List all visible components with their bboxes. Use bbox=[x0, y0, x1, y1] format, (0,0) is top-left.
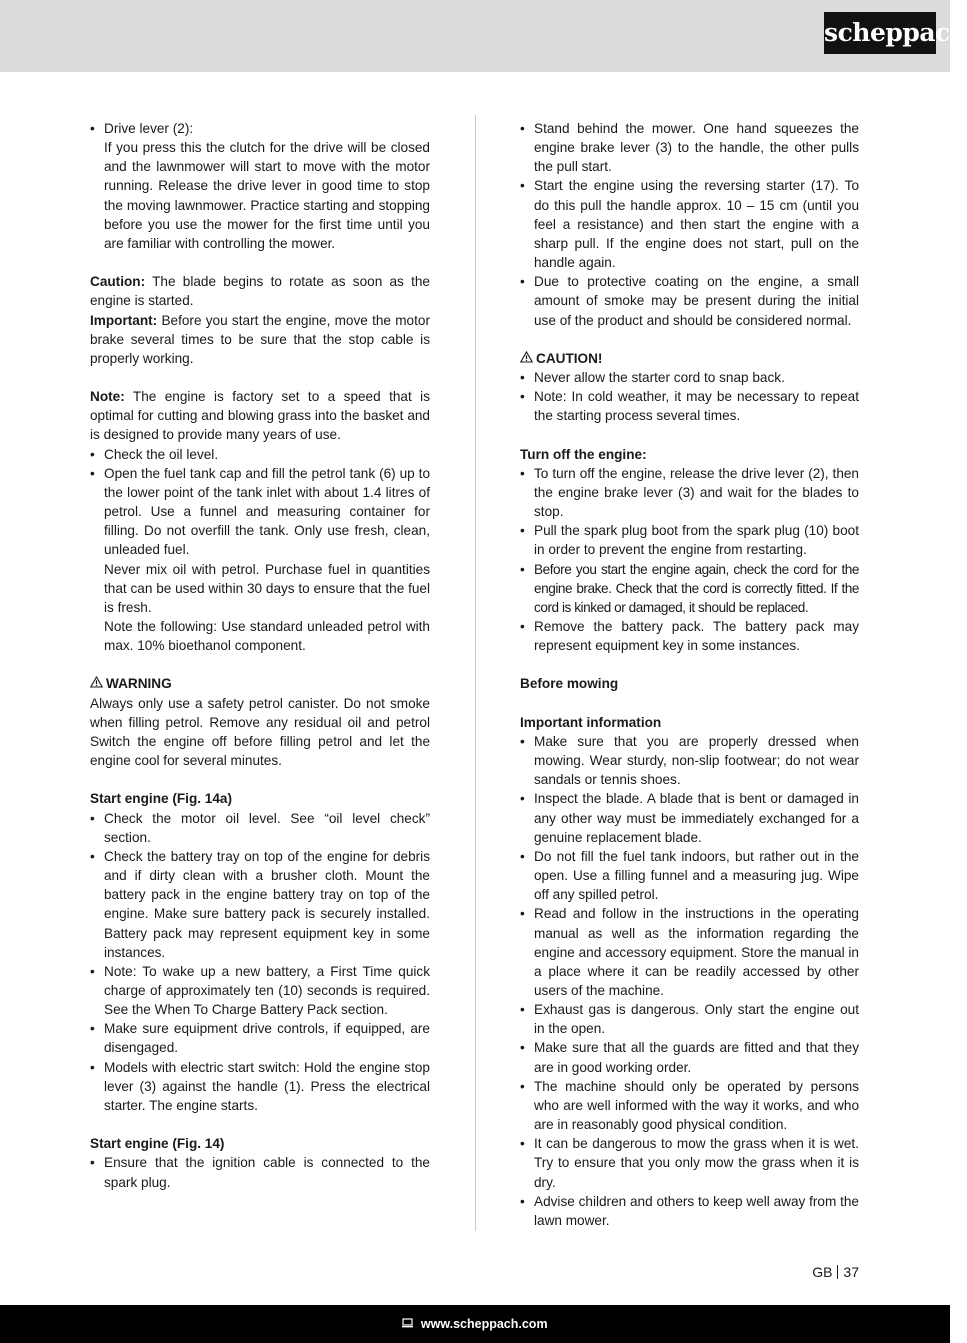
never-mix-text: Never mix oil with petrol. Purchase fuel in quantities that can be used within 30 days to ensure that the fuel is fresh. bbox=[104, 561, 430, 615]
start-engine-14a-heading: Start engine (Fig. 14a) bbox=[90, 791, 233, 807]
list-item: • Exhaust gas is dangerous. Only start the engine out in the open. bbox=[520, 1000, 859, 1038]
list-item: • Due to protective coating on the engine, a small amount of smoke may be present during the initial use of the product and should be considered normal. bbox=[520, 272, 859, 329]
warning-title: WARNING bbox=[106, 676, 172, 692]
list-item: • Start the engine using the reversing starter (17). To do this pull the handle approx. 10 – 15 cm (until you feel a resistance) and then start the engine with a sharp pull. If the engine does not start, pull on the handle again. bbox=[520, 176, 859, 272]
note-label: Note: bbox=[90, 389, 125, 405]
left-column bbox=[90, 119, 430, 1192]
list-item: • Pull the spark plug boot from the spark plug (10) boot in order to prevent the engine from restarting. bbox=[520, 521, 859, 559]
warning-text: Always only use a safety petrol canister. Do not smoke when filling petrol. Remove any residual oil and petrol Switch the engine off before filling petrol and let the engine cool for several minutes. bbox=[90, 695, 430, 769]
drive-lever-title: • Drive lever (2): bbox=[104, 121, 194, 136]
start-engine-14-heading: Start engine (Fig. 14) bbox=[90, 1136, 225, 1152]
note-following-text: Note the following: Use standard unleaded petrol with max. 10% bioethanol component. bbox=[104, 619, 430, 654]
column-divider bbox=[475, 115, 476, 1231]
caution-label: Caution: bbox=[90, 274, 146, 290]
list-item: • Stand behind the mower. One hand squeezes the engine brake lever (3) to the handle, the other pulls the pull start. bbox=[520, 119, 859, 176]
list-item: • To turn off the engine, release the drive lever (2), then the engine brake lever (3) and wait for the blades to stop. bbox=[520, 464, 859, 521]
list-item: • Ensure that the ignition cable is connected to the spark plug. bbox=[90, 1153, 430, 1191]
page-number bbox=[812, 1264, 859, 1280]
list-item: • Do not fill the fuel tank indoors, but rather out in the open. Use a filling funnel and a measuring jug. Wipe off any spilled petrol. bbox=[520, 847, 859, 904]
list-item: • Advise children and others to keep well away from the lawn mower. bbox=[520, 1192, 859, 1230]
note-paragraph bbox=[90, 387, 430, 444]
monitor-icon bbox=[402, 1317, 416, 1331]
page-header bbox=[0, 0, 967, 72]
warning-triangle-icon bbox=[90, 674, 103, 693]
scheppach-logo: scheppach bbox=[824, 12, 936, 54]
list-item: • Remove the battery pack. The battery pack may represent equipment key in some instances. bbox=[520, 617, 859, 655]
list-item: • Make sure that you are properly dressed when mowing. Wear sturdy, non-slip footwear; do not wear sandals or tennis shoes. bbox=[520, 732, 859, 789]
list-item: • Make sure equipment drive controls, if equipped, are disengaged. bbox=[90, 1019, 430, 1057]
right-column bbox=[520, 119, 859, 1230]
page-number-value: 37 bbox=[843, 1264, 859, 1280]
list-item: • Note: In cold weather, it may be necessary to repeat the starting process several times. bbox=[520, 387, 859, 425]
warning-heading bbox=[90, 674, 430, 693]
page-footer bbox=[0, 1305, 950, 1343]
list-item: • Check the oil level. bbox=[90, 445, 430, 464]
list-item: • The machine should only be operated by persons who are well informed with the way it works, and who are in reasonably good physical condition. bbox=[520, 1077, 859, 1134]
caution-heading bbox=[520, 349, 859, 368]
caution-text: The blade begins to rotate as soon as the engine is started. bbox=[90, 274, 430, 309]
list-item: • Read and follow in the instructions in the operating manual as well as the information regarding the engine and accessory equipment. Store the manual in a place where it can be readily accessed by other users of the machine. bbox=[520, 904, 859, 1000]
caution-title: CAUTION! bbox=[536, 350, 603, 366]
caution-paragraph bbox=[90, 272, 430, 310]
important-label: Important: bbox=[90, 312, 158, 328]
list-item: • Never allow the starter cord to snap back. bbox=[520, 368, 859, 387]
website-link[interactable]: www.scheppach.com bbox=[420, 1317, 548, 1331]
drive-lever-item bbox=[90, 119, 430, 253]
list-item: • Note: To wake up a new battery, a First Time quick charge of approximately ten (10) seconds is required. See the When To Charge Battery Pack section. bbox=[90, 962, 430, 1019]
important-text: Before you start the engine, move the motor brake several times to be sure that the stop cable is properly working. bbox=[90, 312, 430, 366]
important-paragraph bbox=[90, 311, 430, 368]
list-item: • Inspect the blade. A blade that is bent or damaged in any other way must be immediately exchanged for a genuine replacement blade. bbox=[520, 789, 859, 846]
list-item: • Check the motor oil level. See “oil level check” section. bbox=[90, 809, 430, 847]
list-item: • Models with electric start switch: Hold the engine stop lever (3) against the handle (1). Press the electrical starter. The engine starts. bbox=[90, 1058, 430, 1115]
important-info-heading: Important information bbox=[520, 714, 662, 730]
list-item: • It can be dangerous to mow the grass when it is wet. Try to ensure that you only mow the grass when it is dry. bbox=[520, 1134, 859, 1191]
list-item: • Before you start the engine again, check the cord for the engine brake. Check that the cord is correctly fitted. If the cord is kinked or damaged, it should be replaced. bbox=[520, 560, 859, 617]
page-language: GB bbox=[812, 1264, 833, 1280]
warning-triangle-icon bbox=[520, 349, 533, 368]
drive-lever-text: If you press this the clutch for the drive will be closed and the lawnmower will start to move with the motor running. Release the drive lever in good time to stop the moving lawnmower. Practice starting and stopping before you use the mower for the first time until you are familiar with controlling the mower. bbox=[104, 140, 430, 251]
list-item: • Make sure that all the guards are fitted and that they are in good working order. bbox=[520, 1038, 859, 1076]
list-item: • Open the fuel tank cap and fill the petrol tank (6) up to the lower point of the tank inlet with about 1.4 litres of petrol. Use a funnel and measuring container for filling. Do not overfill the tank. Only use fresh, clean, unleaded fuel. bbox=[90, 464, 430, 560]
before-mowing-heading: Before mowing bbox=[520, 676, 619, 692]
turn-off-heading: Turn off the engine: bbox=[520, 446, 647, 462]
list-item: • Check the battery tray on top of the engine for debris and if dirty clean with a brusher cloth. Mount the battery pack in the engine battery tray on top of the engine. Make sure battery pack is securely installed. Battery pack may represent equipment key in some instances. bbox=[90, 847, 430, 962]
note-text: The engine is factory set to a speed that is optimal for cutting and blowing grass into the basket and is designed to provide many years of use. bbox=[90, 389, 430, 443]
